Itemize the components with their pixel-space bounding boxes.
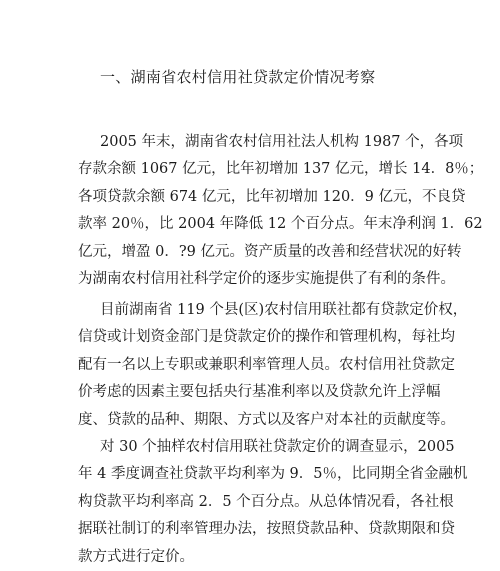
paragraph-line: 构贷款平均利率高 2．5 个百分点。从总体情况看，各社根 xyxy=(78,493,454,510)
paragraph-line: 度、贷款的品种、期限、方式以及客户对本社的贡献度等。 xyxy=(78,411,455,428)
paragraph-line: 配有一名以上专职或兼职利率管理人员。农村信用社贷款定 xyxy=(78,356,455,373)
paragraph-1 xyxy=(78,129,484,293)
paragraph-line: 目前湖南省 119 个县(区)农村信用联社都有贷款定价权， xyxy=(100,302,468,318)
paragraph-line: 据联社制订的利率管理办法，按照贷款品种、贷款期限和贷 xyxy=(78,521,455,538)
paragraph-line: 价考虑的因素主要包括央行基准利率以及贷款允许上浮幅 xyxy=(78,384,441,401)
paragraph-line: 为湖南农村信用社科学定价的逐步实施提供了有利的条件。 xyxy=(78,271,455,288)
paragraph-line: 亿元，增盈 0．?9 亿元。资产质量的改善和经营状况的好转 xyxy=(78,243,462,260)
section-heading: 一、湖南省农村信用社贷款定价情况考察 xyxy=(100,68,376,86)
paragraph-line: 存款余额 1067 亿元，比年初增加 137 亿元，增长 14．8％； xyxy=(78,161,484,178)
paragraph-3 xyxy=(78,434,468,571)
paragraph-line: 2005 年末，湖南省农村信用社法人机构 1987 个，各项 xyxy=(100,134,464,150)
paragraph-line: 款率 20％，比 2004 年降低 12 个百分点。年末净利润 1．62 xyxy=(78,216,483,233)
paragraph-line: 款方式进行定价。 xyxy=(78,548,194,565)
paragraph-2 xyxy=(78,297,468,434)
paragraph-line: 信贷或计划资金部门是贷款定价的操作和管理机构，每社均 xyxy=(78,329,455,346)
paragraph-line: 对 30 个抽样农村信用联社贷款定价的调查显示，2005 xyxy=(100,439,455,455)
paragraph-line: 年 4 季度调查社贷款平均利率为 9．5％，比同期全省金融机 xyxy=(78,466,468,483)
paragraph-line: 各项贷款余额 674 亿元，比年初增加 120．9 亿元，不良贷 xyxy=(78,188,466,205)
